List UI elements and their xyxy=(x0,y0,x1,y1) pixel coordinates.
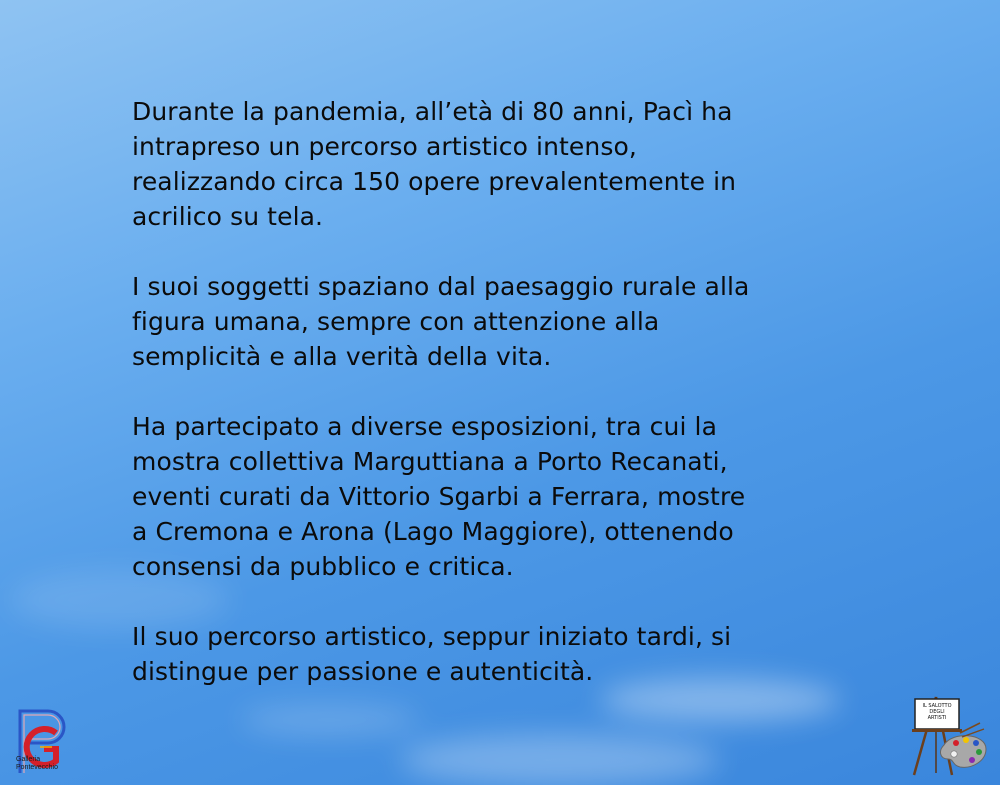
text-line: intrapreso un percorso artistico intenso, xyxy=(132,132,637,161)
text-line: consensi da pubblico e critica. xyxy=(132,552,514,581)
body-text xyxy=(132,94,892,689)
sign-line3: ARTISTI xyxy=(927,715,947,721)
paragraph-3 xyxy=(132,409,892,584)
logo-left-line2: Pontevecchio xyxy=(16,764,59,771)
logo-left-caption xyxy=(16,756,86,772)
paragraph-1 xyxy=(132,94,892,234)
paragraph-4 xyxy=(132,619,892,689)
paragraph-2 xyxy=(132,269,892,374)
text-line: mostra collettiva Marguttiana a Porto Recanati, xyxy=(132,447,728,476)
text-line: distingue per passione e autenticità. xyxy=(132,657,594,686)
text-line: Ha partecipato a diverse esposizioni, tra cui la xyxy=(132,412,718,441)
text-line: figura umana, sempre con attenzione alla xyxy=(132,307,660,336)
sign-line2: DEGLI xyxy=(929,709,945,715)
logo-left-line1: Galleria xyxy=(16,756,41,763)
easel-sign-text xyxy=(917,703,957,721)
text-line: semplicità e alla verità della vita. xyxy=(132,342,552,371)
text-line: a Cremona e Arona (Lago Maggiore), ottenendo xyxy=(132,517,734,546)
text-line: I suoi soggetti spaziano dal paesaggio rurale alla xyxy=(132,272,750,301)
text-line: realizzando circa 150 opere prevalentemente in xyxy=(132,167,737,196)
text-line: eventi curati da Vittorio Sgarbi a Ferrara, mostre xyxy=(132,482,746,511)
text-line: acrilico su tela. xyxy=(132,202,324,231)
text-line: Durante la pandemia, all’età di 80 anni, Pacì ha xyxy=(132,97,733,126)
sign-line1: IL SALOTTO xyxy=(922,703,952,709)
text-line: Il suo percorso artistico, seppur iniziato tardi, si xyxy=(132,622,732,651)
